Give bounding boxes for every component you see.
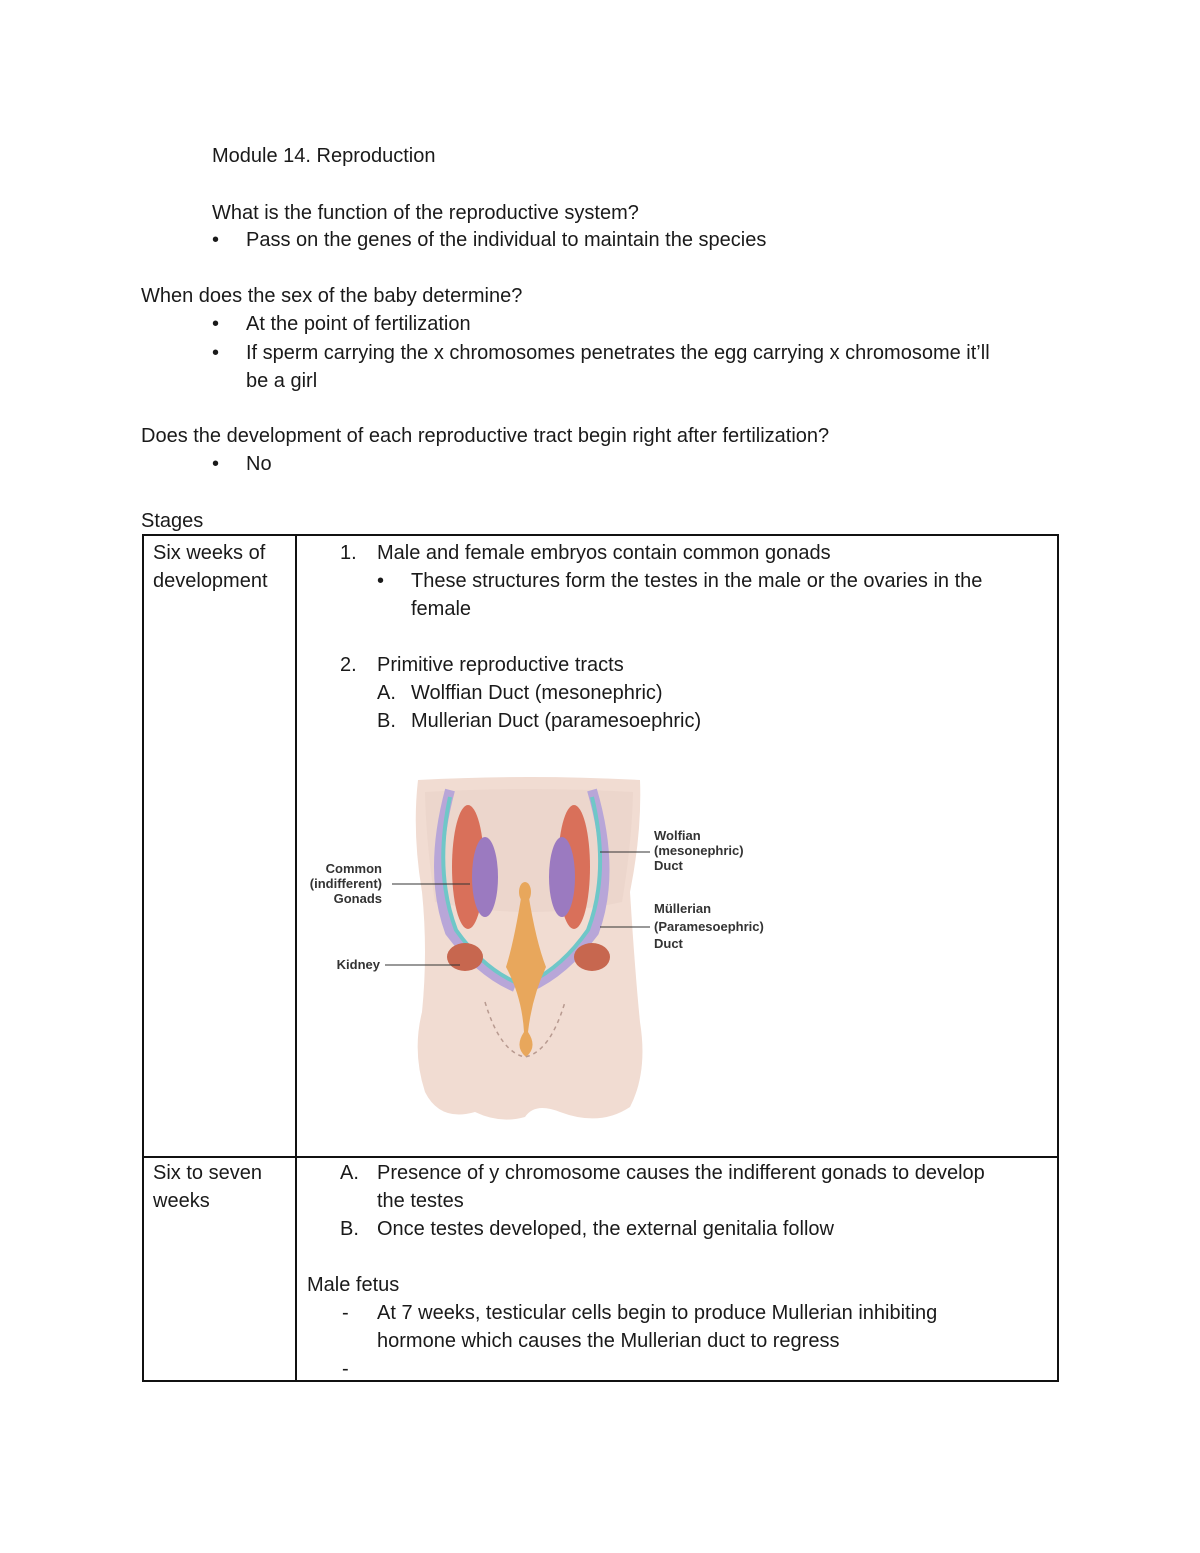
right-kidney xyxy=(574,943,610,971)
list-item: Male and female embryos contain common gonads xyxy=(377,542,831,564)
list-item: Presence of y chromosome causes the indifferent gonads to develop xyxy=(377,1162,985,1184)
dash-marker: - xyxy=(342,1358,349,1380)
label-common: Common xyxy=(325,861,382,876)
table-row-divider xyxy=(144,1156,1057,1158)
sub-bullet: These structures form the testes in the male or the ovaries in the xyxy=(411,570,983,592)
label-wolfian: Wolfian xyxy=(654,828,701,843)
question-sex-determination: When does the sex of the baby determine? xyxy=(141,285,523,307)
question-function: What is the function of the reproductive system? xyxy=(212,202,639,224)
stage-label: weeks xyxy=(153,1190,210,1212)
dash-item-continuation: hormone which causes the Mullerian duct to regress xyxy=(377,1330,840,1352)
stage-label: development xyxy=(153,570,268,592)
left-kidney xyxy=(447,943,483,971)
list-marker: A. xyxy=(340,1162,359,1184)
stages-label: Stages xyxy=(141,510,204,532)
list-marker: B. xyxy=(377,710,396,732)
list-marker: 1. xyxy=(340,542,357,564)
list-marker: A. xyxy=(377,682,396,704)
bullet-item: • At the point of fertilization xyxy=(246,310,471,338)
reproductive-tract-illustration xyxy=(300,772,780,1132)
question-development: Does the development of each reproductive tract begin right after fertilization? xyxy=(141,425,830,447)
label-kidney: Kidney xyxy=(336,957,380,972)
genital-tubercle xyxy=(519,882,531,902)
left-gonad xyxy=(472,837,498,917)
label-mullerian: (Paramesoephric) xyxy=(654,919,764,934)
list-marker: B. xyxy=(340,1218,359,1240)
table-column-divider xyxy=(295,536,297,1380)
right-gonad xyxy=(549,837,575,917)
male-fetus-heading: Male fetus xyxy=(307,1274,400,1296)
bullet-item: • Pass on the genes of the individual to maintain the species xyxy=(246,226,766,254)
sub-bullet-marker: • xyxy=(377,570,385,592)
list-marker: 2. xyxy=(340,654,357,676)
list-item: Primitive reproductive tracts xyxy=(377,654,624,676)
label-wolfian: (mesonephric) xyxy=(654,843,744,858)
label-common: Gonads xyxy=(333,891,382,906)
document-title: Module 14. Reproduction xyxy=(212,145,436,167)
label-mullerian: Duct xyxy=(654,936,683,951)
stage-label: Six to seven xyxy=(153,1162,262,1184)
dash-marker: - xyxy=(342,1302,349,1324)
bullet-item: • If sperm carrying the x chromosomes penetrates the egg carrying x chromosome it’ll xyxy=(246,339,990,367)
label-mullerian: Müllerian xyxy=(654,901,712,916)
list-item: Mullerian Duct (paramesoephric) xyxy=(411,710,702,732)
bullet-continuation: be a girl xyxy=(246,370,318,392)
dash-item: At 7 weeks, testicular cells begin to produce Mullerian inhibiting xyxy=(377,1302,938,1324)
list-item: Once testes developed, the external genitalia follow xyxy=(377,1218,834,1240)
list-item-continuation: the testes xyxy=(377,1190,464,1212)
bullet-item: • No xyxy=(246,450,272,478)
label-common: (indifferent) xyxy=(309,876,382,891)
list-item: Wolffian Duct (mesonephric) xyxy=(411,682,663,704)
sub-bullet-continuation: female xyxy=(411,598,472,620)
label-wolfian: Duct xyxy=(654,858,683,873)
stage-label: Six weeks of xyxy=(153,542,266,564)
